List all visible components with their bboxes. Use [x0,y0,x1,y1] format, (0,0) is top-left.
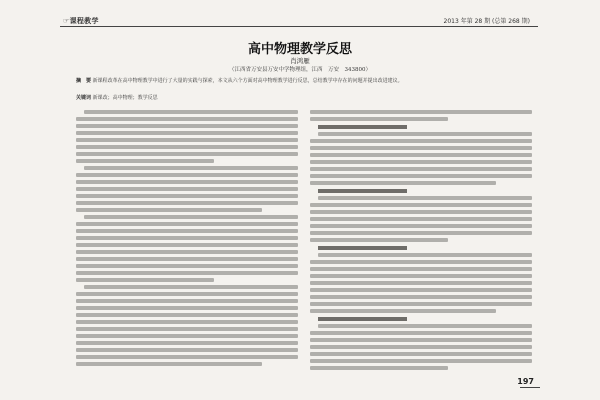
keywords-text: 新课改；高中物理；教学反思 [92,95,158,101]
abstract [76,78,532,85]
header-divider [60,26,538,27]
abstract-text: 新课程改革在高中物理教学中进行了大量的实践与探索，本文从六个方面对高中物理教学进行反思，总结教学中存在的问题并提出改进建议。 [92,78,403,84]
article-author: 肖鸿雁 [290,57,310,65]
column-tag: ☞课程教学 [63,17,99,25]
issue-info: 2013 年第 28 期 (总第 268 期) [443,18,530,25]
author-affiliation: （江西省万安县万安中学物理组，江西 万安 343800） [229,67,371,73]
body-column-right [310,110,532,382]
abstract-label: 摘 要 [76,78,92,84]
footer-divider [520,387,540,388]
keywords [76,94,532,101]
keywords-label: 关键词 [76,95,92,101]
body-column-left [76,110,298,382]
page-number: 197 [517,377,534,386]
article-title: 高中物理教学反思 [247,42,352,57]
